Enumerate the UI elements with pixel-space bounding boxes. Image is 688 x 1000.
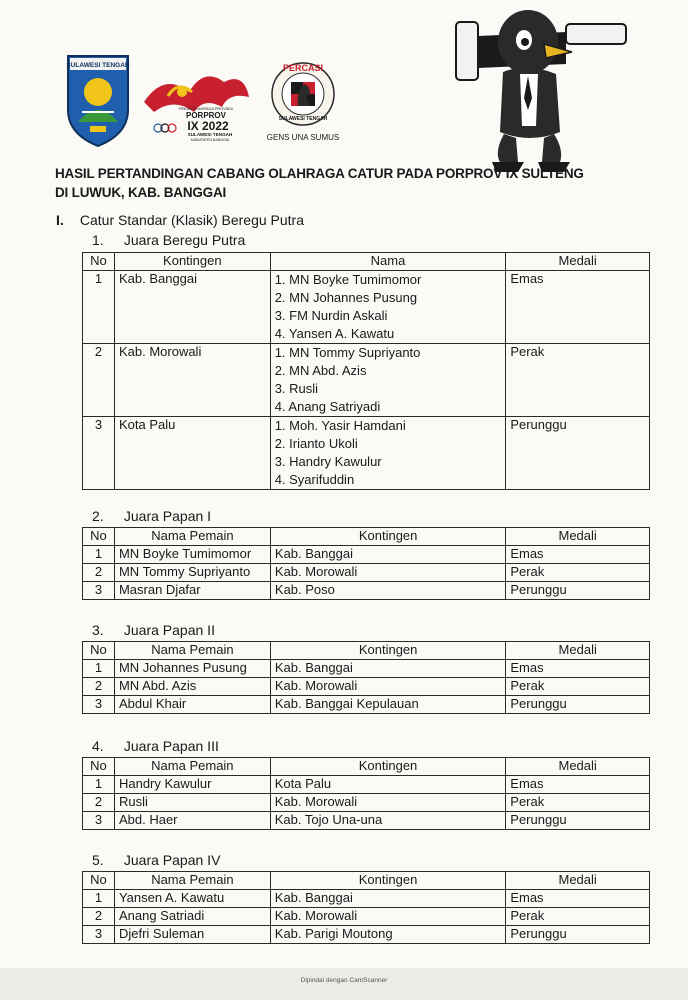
board-heading-label: Juara Papan II (123, 622, 215, 638)
row-no: 1 (83, 776, 115, 794)
row-no: 2 (83, 794, 115, 812)
row-medali: Perunggu (506, 582, 650, 600)
percasi-motto-label: GENS UNA SUMUS (266, 133, 340, 142)
sulteng-emblem-logo (64, 52, 132, 148)
board-heading (92, 622, 215, 638)
row-no: 1 (83, 271, 115, 344)
row-nama: Masran Djafar (114, 582, 270, 600)
row-medali: Emas (506, 660, 650, 678)
table-header-row (83, 528, 650, 546)
col-no: No (83, 872, 115, 890)
row-members (270, 344, 506, 417)
board-1-table (82, 527, 650, 600)
member: 2. MN Abd. Azis (274, 363, 367, 378)
row-nama: Anang Satriadi (114, 908, 270, 926)
col-kontingen: Kontingen (270, 528, 505, 546)
row-medali: Perak (506, 794, 650, 812)
row-no: 2 (83, 344, 115, 417)
table-row (83, 696, 650, 714)
row-no: 1 (83, 890, 115, 908)
section-number: I. (56, 212, 64, 228)
percasi-region-label: SULAWESI TENGAH (278, 116, 328, 122)
member: 1. MN Tommy Supriyanto (274, 345, 421, 360)
board-4-table (82, 871, 650, 944)
table-row (83, 678, 650, 696)
board-3-table (82, 757, 650, 830)
row-nama: Handry Kawulur (114, 776, 270, 794)
board-heading-label: Juara Papan I (123, 508, 212, 524)
member: 1. Moh. Yasir Hamdani (274, 418, 406, 433)
col-kontingen: Kontingen (270, 758, 506, 776)
row-no: 1 (83, 546, 115, 564)
col-nama: Nama (270, 253, 506, 271)
col-medali: Medali (506, 758, 650, 776)
row-kontingen: Kab. Morowali (270, 678, 506, 696)
porprov-host-label: KABUPATEN BANGGAI (190, 138, 230, 142)
member: 4. Syarifuddin (274, 472, 355, 487)
row-medali: Perak (506, 908, 650, 926)
row-medali: Emas (506, 890, 650, 908)
col-kontingen: Kontingen (114, 253, 270, 271)
member: 2. Irianto Ukoli (274, 436, 358, 451)
member: 3. Rusli (274, 381, 319, 396)
row-nama: MN Johannes Pusung (114, 660, 270, 678)
member: 1. MN Boyke Tumimomor (274, 272, 422, 287)
board-number: 2. (92, 508, 104, 524)
member: 3. Handry Kawulur (274, 454, 382, 469)
scanner-footer: Dipindai dengan CamScanner (300, 977, 388, 984)
row-nama: Yansen A. Kawatu (114, 890, 270, 908)
row-nama: MN Boyke Tumimomor (114, 546, 270, 564)
board-heading (92, 852, 220, 868)
table-row (83, 926, 650, 944)
member: 3. FM Nurdin Askali (274, 308, 388, 323)
col-nama-pemain: Nama Pemain (114, 528, 270, 546)
row-kontingen: Kab. Banggai (270, 546, 505, 564)
row-no: 2 (83, 564, 115, 582)
row-medali: Perak (506, 344, 650, 417)
row-nama: MN Abd. Azis (114, 678, 270, 696)
row-kontingen: Kab. Banggai (270, 890, 506, 908)
col-no: No (83, 642, 115, 660)
row-no: 2 (83, 908, 115, 926)
board-number: 5. (92, 852, 104, 868)
col-medali: Medali (506, 528, 650, 546)
col-nama-pemain: Nama Pemain (114, 642, 270, 660)
board-number: 4. (92, 738, 104, 754)
row-nama: Abd. Haer (114, 812, 270, 830)
title-line-2: DI LUWUK, KAB. BANGGAI (55, 185, 227, 200)
row-no: 1 (83, 660, 115, 678)
member: 2. MN Johannes Pusung (274, 290, 418, 305)
row-medali: Emas (506, 776, 650, 794)
table-header-row (83, 642, 650, 660)
row-kontingen: Kab. Banggai Kepulauan (270, 696, 506, 714)
col-no: No (83, 253, 115, 271)
table-row (83, 660, 650, 678)
table-row (83, 344, 650, 417)
row-medali: Perunggu (506, 696, 650, 714)
board-number: 3. (92, 622, 104, 638)
section-heading (56, 212, 304, 228)
row-members (270, 417, 506, 490)
row-kontingen: Kab. Morowali (114, 344, 270, 417)
row-no: 3 (83, 926, 115, 944)
row-no: 3 (83, 417, 115, 490)
row-nama: MN Tommy Supriyanto (114, 564, 270, 582)
table-row (83, 564, 650, 582)
col-nama-pemain: Nama Pemain (114, 758, 270, 776)
mascot-bird-icon (448, 2, 638, 180)
board-heading (92, 508, 211, 524)
porprov-region-label: SULAWESI TENGAH (187, 132, 233, 137)
row-no: 3 (83, 582, 115, 600)
row-nama: Djefri Suleman (114, 926, 270, 944)
row-kontingen: Kab. Parigi Moutong (270, 926, 506, 944)
sulteng-label: SULAWESI TENGAH (66, 62, 130, 69)
col-no: No (83, 528, 115, 546)
team-number: 1. (92, 232, 104, 248)
porprov-name-label: PORPROV (185, 111, 227, 120)
member: 4. Yansen A. Kawatu (274, 326, 395, 341)
row-kontingen: Kota Palu (114, 417, 270, 490)
col-medali: Medali (506, 872, 650, 890)
row-no: 3 (83, 812, 115, 830)
col-medali: Medali (506, 642, 650, 660)
board-heading-label: Juara Papan III (123, 738, 219, 754)
team-heading-label: Juara Beregu Putra (123, 232, 246, 248)
page-title (55, 164, 655, 202)
col-kontingen: Kontingen (270, 872, 506, 890)
row-medali: Perunggu (506, 926, 650, 944)
table-row (83, 908, 650, 926)
table-header-row (83, 758, 650, 776)
porprov-small-label: PEKAN OLAHRAGA PROVINSI (178, 107, 234, 111)
section-label: Catur Standar (Klasik) Beregu Putra (79, 212, 304, 228)
row-kontingen: Kab. Morowali (270, 564, 505, 582)
table-row (83, 776, 650, 794)
row-medali: Emas (506, 546, 650, 564)
porprov-year-label: IX 2022 (187, 119, 229, 133)
row-no: 2 (83, 678, 115, 696)
row-medali: Perak (506, 678, 650, 696)
percasi-name-label: PERCASI (282, 63, 324, 73)
team-results-table (82, 252, 650, 490)
table-header-row (83, 872, 650, 890)
board-2-table (82, 641, 650, 714)
header-logos (0, 0, 688, 170)
row-kontingen: Kab. Tojo Una-una (270, 812, 506, 830)
row-kontingen: Kab. Poso (270, 582, 505, 600)
row-medali: Perak (506, 564, 650, 582)
row-nama: Rusli (114, 794, 270, 812)
row-members (270, 271, 506, 344)
row-kontingen: Kab. Banggai (270, 660, 506, 678)
col-medali: Medali (506, 253, 650, 271)
title-line-1: HASIL PERTANDINGAN CABANG OLAHRAGA CATUR PADA PORPROV IX SULTENG (55, 166, 584, 181)
row-kontingen: Kota Palu (270, 776, 506, 794)
table-row (83, 546, 650, 564)
row-no: 3 (83, 696, 115, 714)
percasi-logo (258, 54, 348, 144)
board-heading (92, 738, 219, 754)
row-nama: Abdul Khair (114, 696, 270, 714)
col-nama-pemain: Nama Pemain (114, 872, 270, 890)
row-medali: Perunggu (506, 417, 650, 490)
col-no: No (83, 758, 115, 776)
table-header-row (83, 253, 650, 271)
row-medali: Perunggu (506, 812, 650, 830)
row-medali: Emas (506, 271, 650, 344)
table-row (83, 271, 650, 344)
table-row (83, 417, 650, 490)
board-heading-label: Juara Papan IV (123, 852, 221, 868)
col-kontingen: Kontingen (270, 642, 506, 660)
porprov-logo (134, 52, 254, 144)
row-kontingen: Kab. Banggai (114, 271, 270, 344)
team-heading (92, 232, 245, 248)
table-row (83, 794, 650, 812)
row-kontingen: Kab. Morowali (270, 794, 506, 812)
table-row (83, 890, 650, 908)
member: 4. Anang Satriyadi (274, 399, 381, 414)
table-row (83, 582, 650, 600)
table-row (83, 812, 650, 830)
row-kontingen: Kab. Morowali (270, 908, 506, 926)
